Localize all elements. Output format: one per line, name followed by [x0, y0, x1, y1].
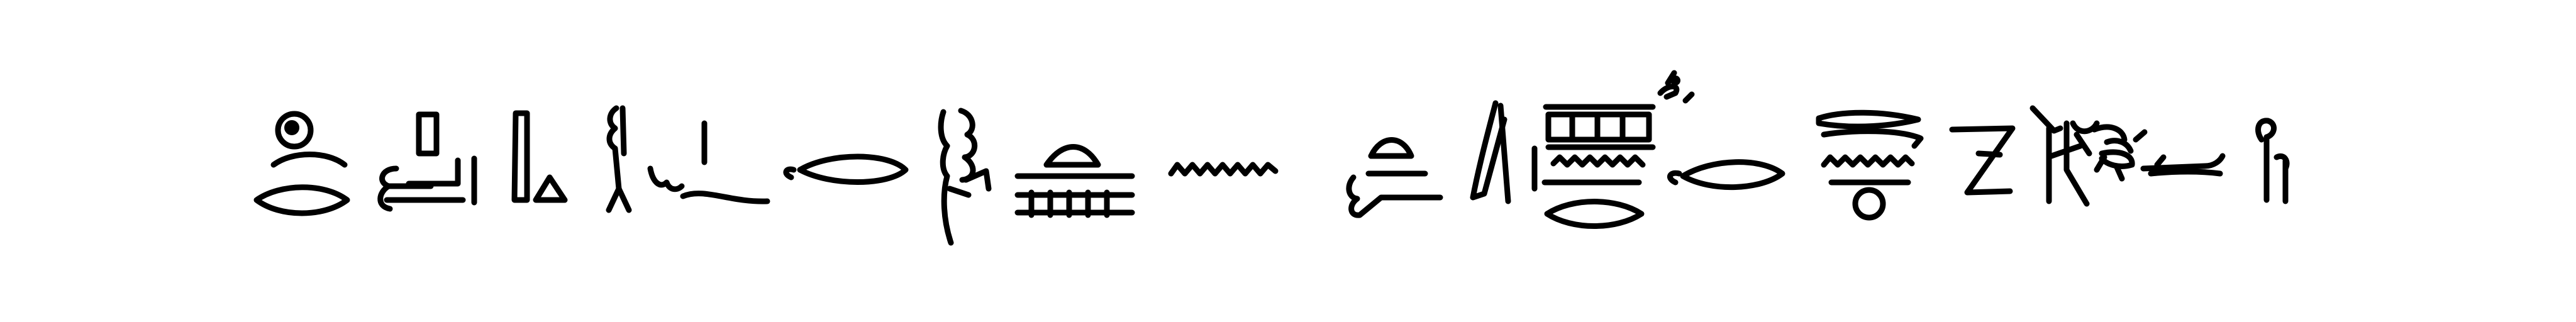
sign-bird-group: [2033, 108, 2145, 204]
sign-hook-and-loaf: [1349, 140, 1440, 216]
sign-long-mouth: [1670, 162, 1782, 187]
sign-standing-stick: [1473, 103, 1508, 201]
sign-papyrus-plant: [941, 111, 989, 243]
sign-mouth-with-disk: [257, 114, 347, 213]
sign-reed-column: [514, 113, 565, 200]
sign-reed-and-stroke: [650, 123, 767, 201]
sign-zigzag: [1952, 128, 2012, 192]
sign-mat-with-loaf: [1018, 147, 1132, 216]
sign-water-and-knot: [1819, 113, 1921, 218]
sign-water-ripple: [1171, 165, 1275, 174]
sign-stand-and-bread: [380, 114, 474, 209]
sign-oval-mouth: [786, 157, 906, 182]
sign-basket-over-water: [1535, 73, 1692, 226]
sign-loaf: [609, 108, 629, 210]
sign-arm-and-stroke: [2143, 121, 2287, 201]
